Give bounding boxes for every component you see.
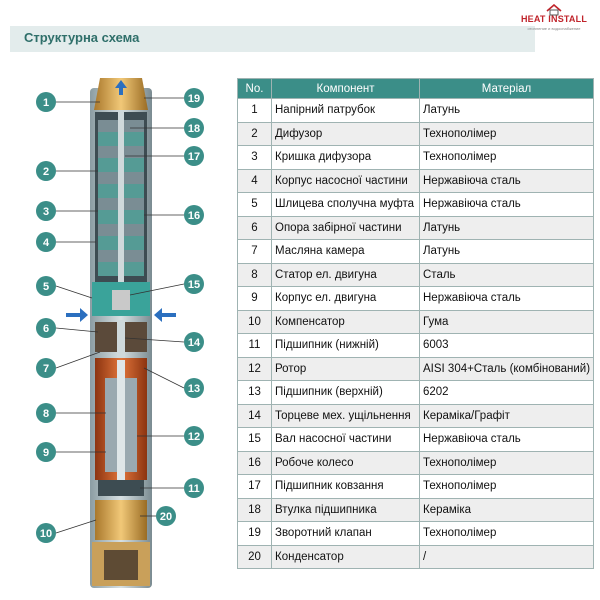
cell-component: Підшипник (верхній) xyxy=(272,381,420,405)
table-row xyxy=(238,122,594,146)
cell-component: Шлицева сполучна муфта xyxy=(272,193,420,217)
cell-no: 17 xyxy=(238,475,272,499)
callout-label: 18 xyxy=(187,123,201,135)
callout-label: 13 xyxy=(187,383,201,395)
cell-component: Підшипник ковзання xyxy=(272,475,420,499)
table-row xyxy=(238,334,594,358)
page-title: Структурна схема xyxy=(24,30,140,45)
cell-material: Гума xyxy=(420,310,594,334)
inflow-arrow-left-icon xyxy=(66,308,88,322)
cell-no: 20 xyxy=(238,545,272,569)
cell-component: Робоче колесо xyxy=(272,451,420,475)
callout-label: 15 xyxy=(187,279,201,291)
cell-component: Корпус насосної частини xyxy=(272,169,420,193)
table-row xyxy=(238,263,594,287)
cell-no: 5 xyxy=(238,193,272,217)
cell-component: Статор ел. двигуна xyxy=(272,263,420,287)
callout-label: 16 xyxy=(187,210,201,222)
cell-material: Сталь xyxy=(420,263,594,287)
cell-component: Підшипник (нижній) xyxy=(272,334,420,358)
cell-no: 1 xyxy=(238,99,272,123)
table-row xyxy=(238,451,594,475)
table-row xyxy=(238,381,594,405)
cell-no: 8 xyxy=(238,263,272,287)
cell-no: 11 xyxy=(238,334,272,358)
cell-component: Опора забірної частини xyxy=(272,216,420,240)
cell-material: 6003 xyxy=(420,334,594,358)
callout-label: 2 xyxy=(42,166,50,178)
cell-no: 14 xyxy=(238,404,272,428)
column-header-material: Матеріал xyxy=(420,79,594,99)
callout-label: 10 xyxy=(39,528,53,540)
cell-no: 13 xyxy=(238,381,272,405)
cell-material: Нержавіюча сталь xyxy=(420,428,594,452)
callout-label: 5 xyxy=(42,281,50,293)
inflow-arrow-right-icon xyxy=(154,308,176,322)
cell-material: Технополімер xyxy=(420,146,594,170)
callout-label: 6 xyxy=(42,323,50,335)
cell-no: 15 xyxy=(238,428,272,452)
cell-component: Ротор xyxy=(272,357,420,381)
table-row xyxy=(238,428,594,452)
cell-material: / xyxy=(420,545,594,569)
logo-subtext: отопление и водоснабжение xyxy=(527,26,581,31)
header-bar xyxy=(10,26,535,52)
cell-no: 2 xyxy=(238,122,272,146)
table-header-row xyxy=(238,79,594,99)
cell-no: 16 xyxy=(238,451,272,475)
cell-material: Нержавіюча сталь xyxy=(420,169,594,193)
pump-shaft xyxy=(118,110,124,310)
table-row xyxy=(238,216,594,240)
cell-no: 4 xyxy=(238,169,272,193)
callout-label: 3 xyxy=(42,206,50,218)
brand-logo xyxy=(516,4,592,44)
callout-label: 12 xyxy=(187,431,201,443)
cell-material: Технополімер xyxy=(420,475,594,499)
cell-component: Конденсатор xyxy=(272,545,420,569)
callout-label: 4 xyxy=(42,237,50,249)
cell-material: Нержавіюча сталь xyxy=(420,287,594,311)
callout-label: 8 xyxy=(42,408,50,420)
column-header-no: No. xyxy=(238,79,272,99)
cell-component: Напірний патрубок xyxy=(272,99,420,123)
table-row xyxy=(238,357,594,381)
table-row xyxy=(238,310,594,334)
cell-material: Латунь xyxy=(420,240,594,264)
cell-component: Кришка дифузора xyxy=(272,146,420,170)
table-row xyxy=(238,169,594,193)
column-header-component: Компонент xyxy=(272,79,420,99)
components-table xyxy=(237,78,594,569)
cell-no: 6 xyxy=(238,216,272,240)
callout-label: 20 xyxy=(159,511,173,523)
cell-component: Вал насосної частини xyxy=(272,428,420,452)
callout-label: 17 xyxy=(187,151,201,163)
callout-label: 11 xyxy=(188,483,200,495)
cell-material: 6202 xyxy=(420,381,594,405)
cell-no: 9 xyxy=(238,287,272,311)
table-row xyxy=(238,498,594,522)
cell-no: 19 xyxy=(238,522,272,546)
cell-component: Дифузор xyxy=(272,122,420,146)
callout-label: 1 xyxy=(42,97,50,109)
cell-component: Компенсатор xyxy=(272,310,420,334)
callout-label: 7 xyxy=(42,363,50,375)
cell-no: 12 xyxy=(238,357,272,381)
callout-label: 14 xyxy=(187,337,201,349)
cell-no: 7 xyxy=(238,240,272,264)
cell-material: Кераміка/Графіт xyxy=(420,404,594,428)
table-row xyxy=(238,545,594,569)
cell-component: Втулка підшипника xyxy=(272,498,420,522)
cell-no: 18 xyxy=(238,498,272,522)
cell-component: Масляна камера xyxy=(272,240,420,264)
table-row xyxy=(238,99,594,123)
cell-component: Корпус ел. двигуна xyxy=(272,287,420,311)
cell-material: Латунь xyxy=(420,99,594,123)
cell-material: Кераміка xyxy=(420,498,594,522)
compensator xyxy=(95,500,147,540)
table-body xyxy=(238,99,594,569)
cell-material: Латунь xyxy=(420,216,594,240)
pump-diagram xyxy=(0,60,235,600)
table-row xyxy=(238,404,594,428)
table-row xyxy=(238,522,594,546)
cell-no: 3 xyxy=(238,146,272,170)
table-row xyxy=(238,193,594,217)
cell-component: Торцеве мех. ущільнення xyxy=(272,404,420,428)
cell-material: Технополімер xyxy=(420,522,594,546)
cell-component: Зворотний клапан xyxy=(272,522,420,546)
table-row xyxy=(238,146,594,170)
cell-material: Технополімер xyxy=(420,451,594,475)
cell-no: 10 xyxy=(238,310,272,334)
cell-material: Нержавіюча сталь xyxy=(420,193,594,217)
left-callouts xyxy=(36,92,56,543)
callout-label: 9 xyxy=(42,447,50,459)
cell-material: AISI 304+Сталь (комбінований) xyxy=(420,357,594,381)
logo-text: HEAT INSTALL xyxy=(520,14,588,24)
callout-label: 19 xyxy=(187,93,201,105)
table-row xyxy=(238,240,594,264)
cell-material: Технополімер xyxy=(420,122,594,146)
table-row xyxy=(238,475,594,499)
table-row xyxy=(238,287,594,311)
